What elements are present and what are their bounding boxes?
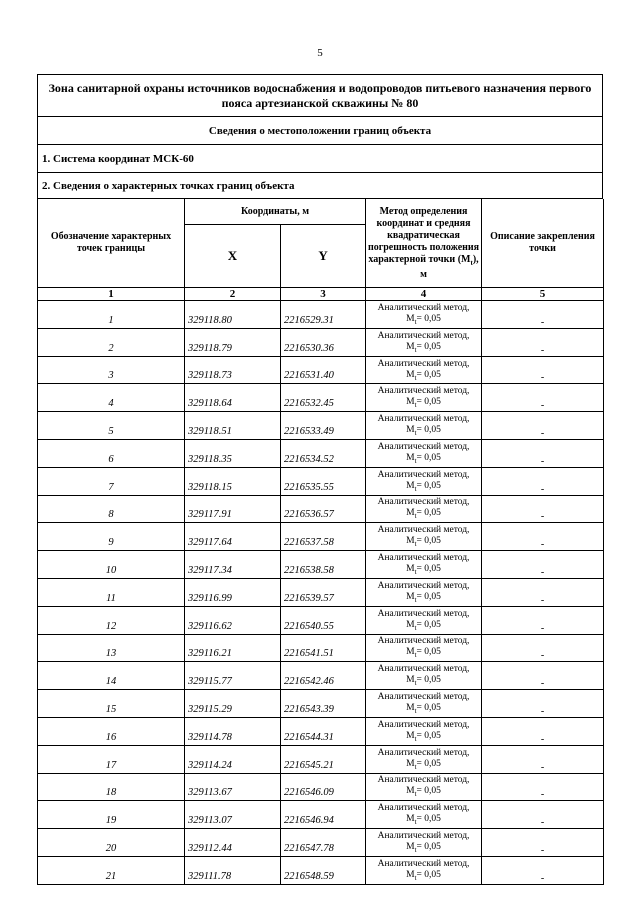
coordinate-x: 329117.64	[185, 523, 281, 551]
accuracy-value: $M_t= 0,05$	[406, 842, 441, 854]
column-number-row	[38, 288, 604, 301]
coordinate-y: 2216531.40	[281, 356, 366, 384]
coordinate-y: 2216540.55	[281, 606, 366, 634]
method-text: Аналитический метод,	[377, 775, 470, 786]
points-section-line: 2. Сведения о характерных точках границ объекта	[37, 173, 603, 199]
column-number: 2	[185, 288, 281, 301]
method-text: Аналитический метод,	[377, 469, 470, 480]
accuracy-value: $M_t= 0,05$	[406, 397, 441, 410]
fixation-description: -	[482, 523, 604, 551]
table-row	[38, 829, 604, 857]
fixation-description: -	[482, 801, 604, 829]
table-row	[38, 662, 604, 690]
coordinate-y: 2216545.21	[281, 745, 366, 773]
point-number: 4	[38, 384, 185, 412]
accuracy-value: $M_t= 0,05$	[406, 730, 441, 743]
method-text: Аналитический метод,	[377, 803, 470, 814]
table-row	[38, 856, 604, 884]
method-cell	[366, 745, 482, 773]
table-row	[38, 578, 604, 606]
table-row	[38, 356, 604, 384]
header-method-symbol: $(M_t)$, м	[420, 253, 479, 280]
table-row	[38, 801, 604, 829]
method-cell	[366, 690, 482, 718]
table-row	[38, 606, 604, 634]
accuracy-value: $M_t= 0,05$	[406, 508, 441, 521]
coordinate-x: 329118.51	[185, 412, 281, 440]
method-cell	[366, 412, 482, 440]
fixation-description: -	[482, 301, 604, 329]
accuracy-value: $M_t= 0,05$	[406, 814, 441, 827]
table-body	[38, 301, 604, 885]
coordinate-x: 329116.21	[185, 634, 281, 662]
coordinate-x: 329114.24	[185, 745, 281, 773]
method-cell	[366, 578, 482, 606]
fixation-description: -	[482, 690, 604, 718]
column-number: 5	[482, 288, 604, 301]
table-row	[38, 523, 604, 551]
method-text: Аналитический метод,	[377, 719, 470, 730]
method-text: Аналитический метод,	[377, 497, 470, 508]
accuracy-value: $M_t= 0,05$	[406, 869, 441, 882]
table-row	[38, 690, 604, 718]
coordinate-x: 329115.29	[185, 690, 281, 718]
fixation-description: -	[482, 356, 604, 384]
coordinate-y: 2216548.59	[281, 856, 366, 884]
coordinate-x: 329113.07	[185, 801, 281, 829]
point-number: 1	[38, 301, 185, 329]
coordinate-y: 2216534.52	[281, 439, 366, 467]
point-number: 7	[38, 467, 185, 495]
document-title: Зона санитарной охраны источников водоснабжения и водопроводов питьевого назначения первого пояса артезианской скважины № 80	[37, 74, 603, 117]
table-row	[38, 467, 604, 495]
fixation-description: -	[482, 439, 604, 467]
method-text: Аналитический метод,	[377, 831, 470, 842]
coordinate-x: 329118.80	[185, 301, 281, 329]
coordinate-x: 329112.44	[185, 829, 281, 857]
header-method	[366, 199, 482, 288]
coordinate-y: 2216538.58	[281, 551, 366, 579]
table-row	[38, 717, 604, 745]
point-number: 19	[38, 801, 185, 829]
fixation-description: -	[482, 551, 604, 579]
coordinate-y: 2216530.36	[281, 328, 366, 356]
accuracy-value: $M_t= 0,05$	[406, 425, 441, 437]
method-text: Аналитический метод,	[377, 580, 470, 591]
accuracy-value: $M_t= 0,05$	[406, 703, 441, 715]
coordinate-x: 329116.62	[185, 606, 281, 634]
method-cell	[366, 356, 482, 384]
coordinate-y: 2216532.45	[281, 384, 366, 412]
method-text: Аналитический метод,	[377, 692, 470, 703]
column-number: 4	[366, 288, 482, 301]
table-row	[38, 745, 604, 773]
accuracy-value: $M_t= 0,05$	[406, 536, 441, 549]
coordinate-x: 329113.67	[185, 773, 281, 801]
fixation-description: -	[482, 606, 604, 634]
point-number: 12	[38, 606, 185, 634]
fixation-description: -	[482, 662, 604, 690]
accuracy-value: $M_t= 0,05$	[406, 675, 441, 688]
document-frame	[37, 74, 603, 885]
table-row	[38, 412, 604, 440]
coordinate-x: 329118.64	[185, 384, 281, 412]
header-point-designation: Обозначение характерных точек границы	[38, 199, 185, 288]
coordinate-x: 329117.91	[185, 495, 281, 523]
method-text: Аналитический метод,	[377, 330, 470, 341]
coordinate-y: 2216547.78	[281, 829, 366, 857]
point-number: 13	[38, 634, 185, 662]
accuracy-value: $M_t= 0,05$	[406, 591, 441, 604]
point-number: 10	[38, 551, 185, 579]
column-number: 1	[38, 288, 185, 301]
coordinate-x: 329118.35	[185, 439, 281, 467]
method-cell	[366, 301, 482, 329]
method-cell	[366, 551, 482, 579]
header-y: Y	[281, 225, 366, 288]
accuracy-value: $M_t= 0,05$	[406, 369, 441, 382]
point-number: 21	[38, 856, 185, 884]
coordinate-y: 2216539.57	[281, 578, 366, 606]
header-method-text: Метод определения координат и средняя квадратическая погрешность положения характерной точки	[367, 205, 480, 265]
coordinate-x: 329117.34	[185, 551, 281, 579]
accuracy-value: $M_t= 0,05$	[406, 786, 441, 799]
coordinate-x: 329118.79	[185, 328, 281, 356]
boundary-points-table	[37, 199, 604, 885]
fixation-description: -	[482, 773, 604, 801]
method-text: Аналитический метод,	[377, 358, 470, 369]
coordinate-x: 329118.73	[185, 356, 281, 384]
coordinate-x: 329116.99	[185, 578, 281, 606]
point-number: 18	[38, 773, 185, 801]
table-row	[38, 551, 604, 579]
point-number: 16	[38, 717, 185, 745]
coordinate-y: 2216536.57	[281, 495, 366, 523]
accuracy-value: $M_t= 0,05$	[406, 619, 441, 632]
accuracy-value: $M_t= 0,05$	[406, 452, 441, 465]
section-subtitle: Сведения о местоположении границ объекта	[37, 117, 603, 145]
method-text: Аналитический метод,	[377, 414, 470, 425]
header-coordinates: Координаты, м	[185, 199, 366, 225]
point-number: 2	[38, 328, 185, 356]
method-text: Аналитический метод,	[377, 608, 470, 619]
point-number: 14	[38, 662, 185, 690]
method-cell	[366, 662, 482, 690]
coordinate-y: 2216544.31	[281, 717, 366, 745]
table-row	[38, 495, 604, 523]
table-row	[38, 328, 604, 356]
method-text: Аналитический метод,	[377, 302, 470, 313]
method-cell	[366, 856, 482, 884]
method-cell	[366, 523, 482, 551]
method-cell	[366, 801, 482, 829]
coordinate-system-line: 1. Система координат МСК-60	[37, 145, 603, 173]
coordinate-x: 329114.78	[185, 717, 281, 745]
method-cell	[366, 634, 482, 662]
coordinate-x: 329115.77	[185, 662, 281, 690]
fixation-description: -	[482, 467, 604, 495]
point-number: 3	[38, 356, 185, 384]
coordinate-y: 2216543.39	[281, 690, 366, 718]
fixation-description: -	[482, 829, 604, 857]
point-number: 11	[38, 578, 185, 606]
method-cell	[366, 467, 482, 495]
fixation-description: -	[482, 495, 604, 523]
method-text: Аналитический метод,	[377, 441, 470, 452]
fixation-description: -	[482, 578, 604, 606]
method-text: Аналитический метод,	[377, 386, 470, 397]
table-row	[38, 773, 604, 801]
method-text: Аналитический метод,	[377, 636, 470, 647]
point-number: 6	[38, 439, 185, 467]
accuracy-value: $M_t= 0,05$	[406, 564, 441, 576]
fixation-description: -	[482, 384, 604, 412]
method-cell	[366, 717, 482, 745]
fixation-description: -	[482, 856, 604, 884]
method-cell	[366, 773, 482, 801]
coordinate-y: 2216546.94	[281, 801, 366, 829]
table-row	[38, 301, 604, 329]
coordinate-y: 2216541.51	[281, 634, 366, 662]
method-cell	[366, 439, 482, 467]
table-row	[38, 439, 604, 467]
method-cell	[366, 328, 482, 356]
table-row	[38, 384, 604, 412]
point-number: 5	[38, 412, 185, 440]
method-cell	[366, 829, 482, 857]
method-text: Аналитический метод,	[377, 747, 470, 758]
method-text: Аналитический метод,	[377, 858, 470, 869]
fixation-description: -	[482, 717, 604, 745]
point-number: 9	[38, 523, 185, 551]
point-number: 17	[38, 745, 185, 773]
method-cell	[366, 495, 482, 523]
header-description: Описание закрепления точки	[482, 199, 604, 288]
fixation-description: -	[482, 328, 604, 356]
column-number: 3	[281, 288, 366, 301]
coordinate-y: 2216529.31	[281, 301, 366, 329]
coordinate-y: 2216542.46	[281, 662, 366, 690]
method-cell	[366, 606, 482, 634]
fixation-description: -	[482, 412, 604, 440]
coordinate-y: 2216537.58	[281, 523, 366, 551]
fixation-description: -	[482, 634, 604, 662]
accuracy-value: $M_t= 0,05$	[406, 313, 441, 326]
coordinate-x: 329111.78	[185, 856, 281, 884]
table-row	[38, 634, 604, 662]
coordinate-x: 329118.15	[185, 467, 281, 495]
accuracy-value: $M_t= 0,05$	[406, 341, 441, 354]
method-cell	[366, 384, 482, 412]
coordinate-y: 2216546.09	[281, 773, 366, 801]
method-text: Аналитический метод,	[377, 525, 470, 536]
method-text: Аналитический метод,	[377, 664, 470, 675]
coordinate-y: 2216533.49	[281, 412, 366, 440]
accuracy-value: $M_t= 0,05$	[406, 758, 441, 771]
method-text: Аналитический метод,	[377, 553, 470, 564]
fixation-description: -	[482, 745, 604, 773]
point-number: 8	[38, 495, 185, 523]
header-x: X	[185, 225, 281, 288]
accuracy-value: $M_t= 0,05$	[406, 480, 441, 493]
point-number: 15	[38, 690, 185, 718]
point-number: 20	[38, 829, 185, 857]
coordinate-y: 2216535.55	[281, 467, 366, 495]
accuracy-value: $M_t= 0,05$	[406, 647, 441, 660]
page-number: 5	[317, 47, 323, 59]
